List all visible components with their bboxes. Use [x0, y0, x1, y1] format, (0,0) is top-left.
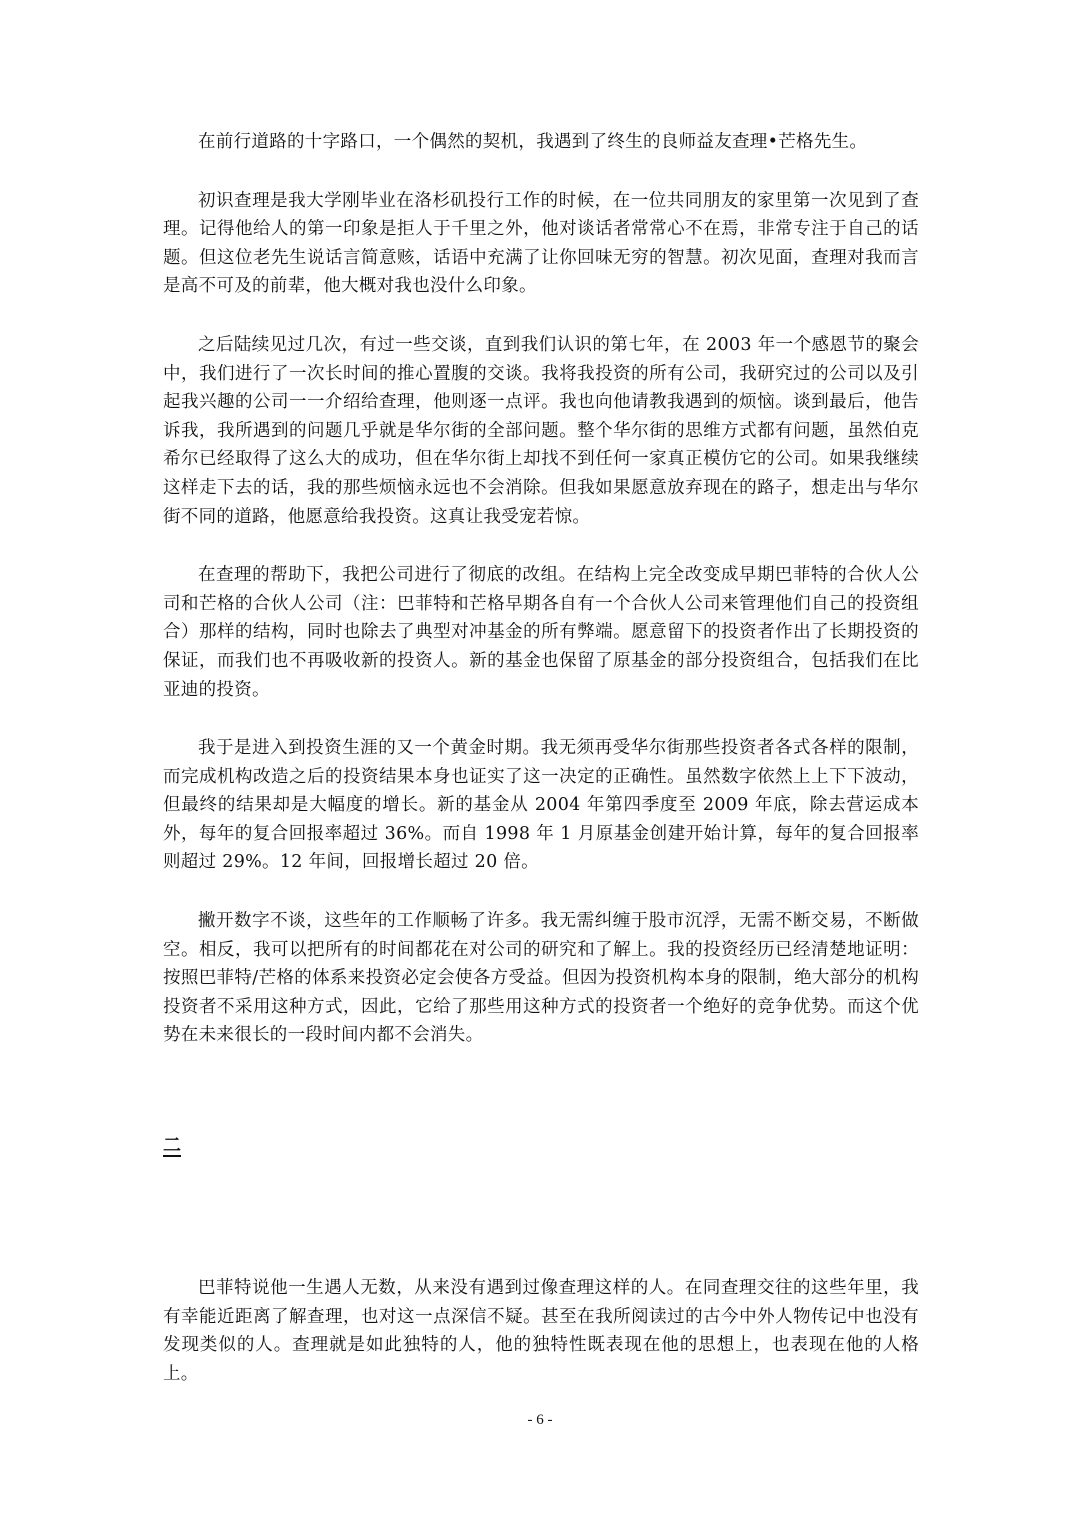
paragraph-4: 在查理的帮助下，我把公司进行了彻底的改组。在结构上完全改变成早期巴菲特的合伙人公司和芒格的合伙人公司（注：巴菲特和芒格早期各自有一个合伙人公司来管理他们自己的投资组合）那样的结构，同时也除去了典型对冲基金的所有弊端。愿意留下的投资者作出了长期投资的保证，而我们也不再吸收新的投资人。新的基金也保留了原基金的部分投资组合，包括我们在比亚迪的投资。	[163, 565, 919, 700]
paragraph-5: 我于是进入到投资生涯的又一个黄金时期。我无须再受华尔街那些投资者各式各样的限制，而完成机构改造之后的投资结果本身也证实了这一决定的正确性。虽然数字依然上上下下波动，但最终的结果却是大幅度的增长。新的基金从 2004 年第四季度至 2009 年底，除去营运成本外，每年的复合回报率超过 36%。而自 1998 年 1 月原基金创建开始计算，每年的复合回报率则超过 29%。12 年间，回报增长超过 20 倍。	[163, 738, 919, 873]
page-number: - 6 -	[527, 1412, 553, 1428]
paragraph-3: 之后陆续见过几次，有过一些交谈，直到我们认识的第七年，在 2003 年一个感恩节的聚会中，我们进行了一次长时间的推心置腹的交谈。我将我投资的所有公司，我研究过的公司以及引起我兴趣的公司一一介绍给查理，他则逐一点评。我也向他请教我遇到的烦恼。谈到最后，他告诉我，我所遇到的问题几乎就是华尔街的全部问题。整个华尔街的思维方式都有问题，虽然伯克希尔已经取得了这么大的成功，但在华尔街上却找不到任何一家真正模仿它的公司。如果我继续这样走下去的话，我的那些烦恼永远也不会消除。但我如果愿意放弃现在的路子，想走出与华尔街不同的道路，他愿意给我投资。这真让我受宠若惊。	[163, 334, 919, 527]
document-body	[163, 128, 919, 1050]
paragraph-1: 在前行道路的十字路口，一个偶然的契机，我遇到了终生的良师益友查理•芒格先生。	[198, 132, 868, 152]
closing-paragraph: 巴菲特说他一生遇人无数，从来没有遇到过像查理这样的人。在同查理交往的这些年里，我有幸能近距离了解查理，也对这一点深信不疑。甚至在我所阅读过的古今中外人物传记中也没有发现类似的人。查理就是如此独特的人，他的独特性既表现在他的思想上，也表现在他的人格上。	[163, 1278, 919, 1384]
section-heading: 二	[163, 1135, 181, 1156]
paragraph-2: 初识查理是我大学刚毕业在洛杉矶投行工作的时候，在一位共同朋友的家里第一次见到了查理。记得他给人的第一印象是拒人于千里之外，他对谈话者常常心不在焉，非常专注于自己的话题。但这位老先生说话言简意赅，话语中充满了让你回味无穷的智慧。初次见面，查理对我而言是高不可及的前辈，他大概对我也没什么印象。	[163, 190, 919, 297]
paragraph-6: 撇开数字不谈，这些年的工作顺畅了许多。我无需纠缠于股市沉浮，无需不断交易，不断做空。相反，我可以把所有的时间都花在对公司的研究和了解上。我的投资经历已经清楚地证明：按照巴菲特/芒格的体系来投资必定会使各方受益。但因为投资机构本身的限制，绝大部分的机构投资者不采用这种方式，因此，它给了那些用这种方式的投资者一个绝好的竞争优势。而这个优势在未来很长的一段时间内都不会消失。	[163, 911, 919, 1046]
closing-section	[163, 1274, 919, 1388]
